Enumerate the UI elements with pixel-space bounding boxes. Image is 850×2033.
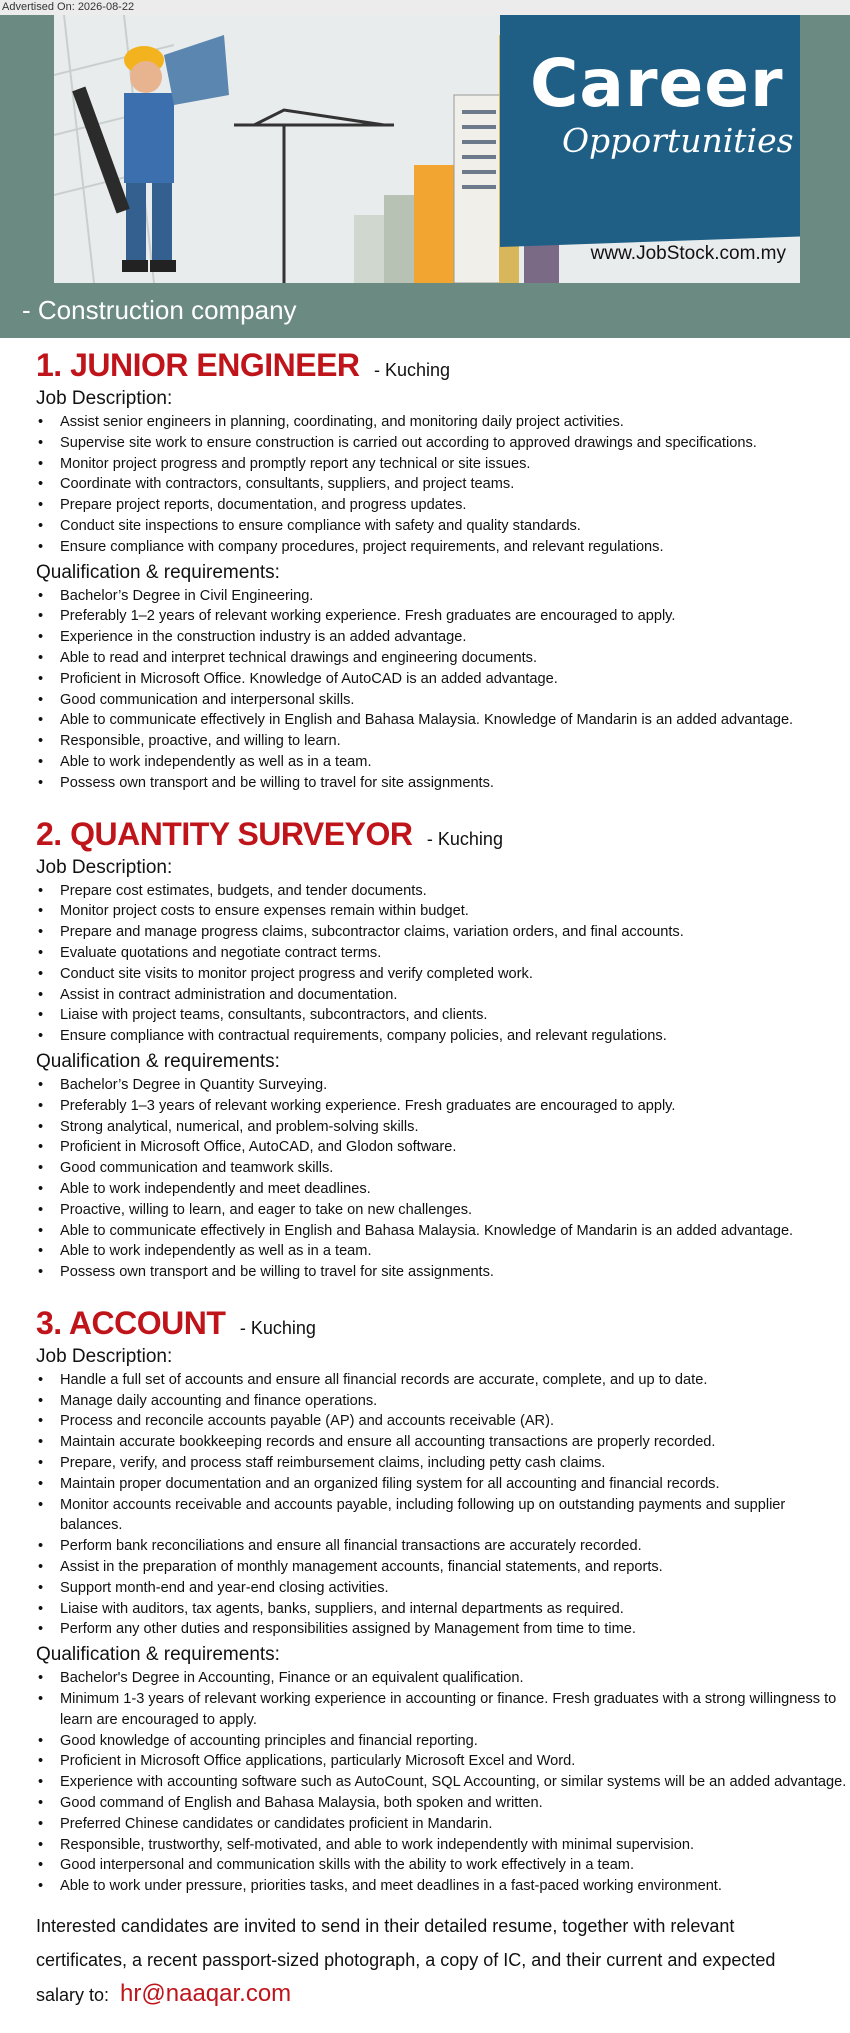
- list-item: • Able to work independently as well as in a team.: [36, 1241, 850, 1262]
- list-item: • Good command of English and Bahasa Malaysia, both spoken and written.: [36, 1793, 850, 1814]
- list-item: • Bachelor's Degree in Accounting, Finance or an equivalent qualification.: [36, 1668, 850, 1689]
- jobstock-url[interactable]: www.JobStock.com.my: [590, 243, 786, 264]
- list-item: • Good knowledge of accounting principles and financial reporting.: [36, 1731, 850, 1752]
- list-item: • Prepare project reports, documentation, and progress updates.: [36, 495, 850, 516]
- list-item: • Proficient in Microsoft Office. Knowledge of AutoCAD is an added advantage.: [36, 669, 850, 690]
- list-item: • Able to work independently and meet deadlines.: [36, 1179, 850, 1200]
- job-description-list: [36, 881, 850, 1047]
- qualification-label: Qualification & requirements:: [36, 1644, 280, 1666]
- list-item: • Handle a full set of accounts and ensure all financial records are accurate, complete, and up to date.: [36, 1370, 850, 1391]
- job-location: - Kuching: [426, 828, 503, 849]
- list-item: • Responsible, trustworthy, self-motivated, and able to work independently with minimal supervision.: [36, 1835, 850, 1856]
- job-description-label: Job Description:: [36, 856, 173, 878]
- job-listings: [0, 338, 850, 2012]
- list-item: • Good communication and interpersonal skills.: [36, 690, 850, 711]
- career-subtitle: Opportunities: [562, 121, 794, 160]
- list-item: • Maintain proper documentation and an organized filing system for all accounting and financial records.: [36, 1474, 850, 1495]
- list-item: • Perform bank reconciliations and ensure all financial transactions are accurately recorded.: [36, 1536, 850, 1557]
- list-item: • Responsible, proactive, and willing to learn.: [36, 731, 850, 752]
- list-item: • Able to communicate effectively in English and Bahasa Malaysia. Knowledge of Mandarin is an added advantage.: [36, 1221, 850, 1242]
- list-item: • Conduct site inspections to ensure compliance with safety and quality standards.: [36, 516, 850, 537]
- list-item: • Prepare, verify, and process staff reimbursement claims, including petty cash claims.: [36, 1453, 850, 1474]
- job-description-label: Job Description:: [36, 388, 173, 409]
- career-banner-image: [54, 15, 800, 283]
- list-item: • Able to read and interpret technical drawings and engineering documents.: [36, 648, 850, 669]
- job-description-list: [36, 412, 850, 558]
- list-item: • Prepare and manage progress claims, subcontractor claims, variation orders, and final accounts.: [36, 922, 850, 943]
- list-item: • Liaise with auditors, tax agents, banks, suppliers, and internal departments as required.: [36, 1599, 850, 1620]
- list-item: • Perform any other duties and responsibilities assigned by Management from time to time.: [36, 1619, 850, 1640]
- list-item: • Monitor project costs to ensure expenses remain within budget.: [36, 901, 850, 922]
- list-item: • Assist in the preparation of monthly management accounts, financial statements, and reports.: [36, 1557, 850, 1578]
- qualification-list: [36, 586, 850, 794]
- list-item: • Liaise with project teams, consultants, subcontractors, and clients.: [36, 1005, 850, 1026]
- list-item: • Possess own transport and be willing to travel for site assignments.: [36, 1262, 850, 1283]
- list-item: • Bachelor’s Degree in Civil Engineering.: [36, 586, 850, 607]
- list-item: • Maintain accurate bookkeeping records and ensure all accounting transactions are properly recorded.: [36, 1432, 850, 1453]
- list-item: • Coordinate with contractors, consultants, suppliers, and project teams.: [36, 474, 850, 495]
- list-item: • Ensure compliance with company procedures, project requirements, and relevant regulations.: [36, 537, 850, 558]
- application-instructions: [36, 1909, 850, 2012]
- list-item: • Assist in contract administration and documentation.: [36, 985, 850, 1006]
- list-item: • Process and reconcile accounts payable (AP) and accounts receivable (AR).: [36, 1411, 850, 1432]
- list-item: • Strong analytical, numerical, and problem-solving skills.: [36, 1117, 850, 1138]
- company-name: - Construction company: [22, 295, 297, 325]
- advertised-date: Advertised On: 2026-08-22: [0, 0, 850, 15]
- list-item: • Bachelor’s Degree in Quantity Surveying.: [36, 1075, 850, 1096]
- job-title: 1. JUNIOR ENGINEER: [36, 347, 360, 383]
- list-item: • Good communication and teamwork skills.: [36, 1158, 850, 1179]
- list-item: • Assist senior engineers in planning, coordinating, and monitoring daily project activities.: [36, 412, 850, 433]
- list-item: • Preferably 1–2 years of relevant working experience. Fresh graduates are encouraged to apply.: [36, 606, 850, 627]
- job-heading: [36, 347, 850, 384]
- list-item: • Monitor project progress and promptly report any technical or site issues.: [36, 454, 850, 475]
- list-item: • Conduct site visits to monitor project progress and verify completed work.: [36, 964, 850, 985]
- list-item: • Prepare cost estimates, budgets, and tender documents.: [36, 881, 850, 902]
- contact-email-link[interactable]: hr@naaqar.com: [120, 1980, 292, 2008]
- list-item: • Able to work independently as well as in a team.: [36, 752, 850, 773]
- list-item: • Manage daily accounting and finance operations.: [36, 1391, 850, 1412]
- list-item: • Possess own transport and be willing to travel for site assignments.: [36, 773, 850, 794]
- list-item: • Preferably 1–3 years of relevant working experience. Fresh graduates are encouraged to apply.: [36, 1096, 850, 1117]
- list-item: • Preferred Chinese candidates or candidates proficient in Mandarin.: [36, 1814, 850, 1835]
- list-item: • Experience with accounting software such as AutoCount, SQL Accounting, or similar systems will be an added advantage.: [36, 1772, 850, 1793]
- list-item: • Experience in the construction industry is an added advantage.: [36, 627, 850, 648]
- qualification-list: [36, 1668, 850, 1897]
- list-item: • Minimum 1-3 years of relevant working experience in accounting or finance. Fresh graduates with a strong willingness to learn are encouraged to apply.: [36, 1689, 850, 1731]
- job-heading: [36, 1305, 850, 1342]
- hero-banner: [0, 15, 850, 338]
- list-item: • Proactive, willing to learn, and eager to take on new challenges.: [36, 1200, 850, 1221]
- list-item: • Good interpersonal and communication skills with the ability to work effectively in a team.: [36, 1855, 850, 1876]
- job-title: 2. QUANTITY SURVEYOR: [36, 815, 413, 852]
- list-item: • Proficient in Microsoft Office applications, particularly Microsoft Excel and Word.: [36, 1751, 850, 1772]
- job-description-label: Job Description:: [36, 1345, 173, 1367]
- list-item: • Monitor accounts receivable and accounts payable, including following up on outstanding payments and supplier balances.: [36, 1495, 850, 1537]
- list-item: • Able to communicate effectively in English and Bahasa Malaysia. Knowledge of Mandarin is an added advantage.: [36, 710, 850, 731]
- closing-text: Interested candidates are invited to send in their detailed resume, together with relevant certificates, a recent passport-sized photograph, a copy of IC, and their current and expected salary to:: [36, 1916, 776, 2006]
- job-title: 3. ACCOUNT: [36, 1304, 226, 1341]
- qualification-label: Qualification & requirements:: [36, 1050, 280, 1072]
- career-title: Career: [530, 45, 784, 122]
- list-item: • Ensure compliance with contractual requirements, company policies, and relevant regulations.: [36, 1026, 850, 1047]
- qualification-label: Qualification & requirements:: [36, 561, 280, 583]
- job-location: - Kuching: [239, 1317, 316, 1338]
- job-heading: [36, 816, 850, 853]
- qualification-list: [36, 1075, 850, 1283]
- list-item: • Supervise site work to ensure construction is carried out according to approved drawings and specifications.: [36, 433, 850, 454]
- list-item: • Support month-end and year-end closing activities.: [36, 1578, 850, 1599]
- list-item: • Able to work under pressure, priorities tasks, and meet deadlines in a fast-paced working environment.: [36, 1876, 850, 1897]
- job-location: - Kuching: [373, 360, 451, 380]
- job-description-list: [36, 1370, 850, 1640]
- list-item: • Evaluate quotations and negotiate contract terms.: [36, 943, 850, 964]
- list-item: • Proficient in Microsoft Office, AutoCAD, and Glodon software.: [36, 1137, 850, 1158]
